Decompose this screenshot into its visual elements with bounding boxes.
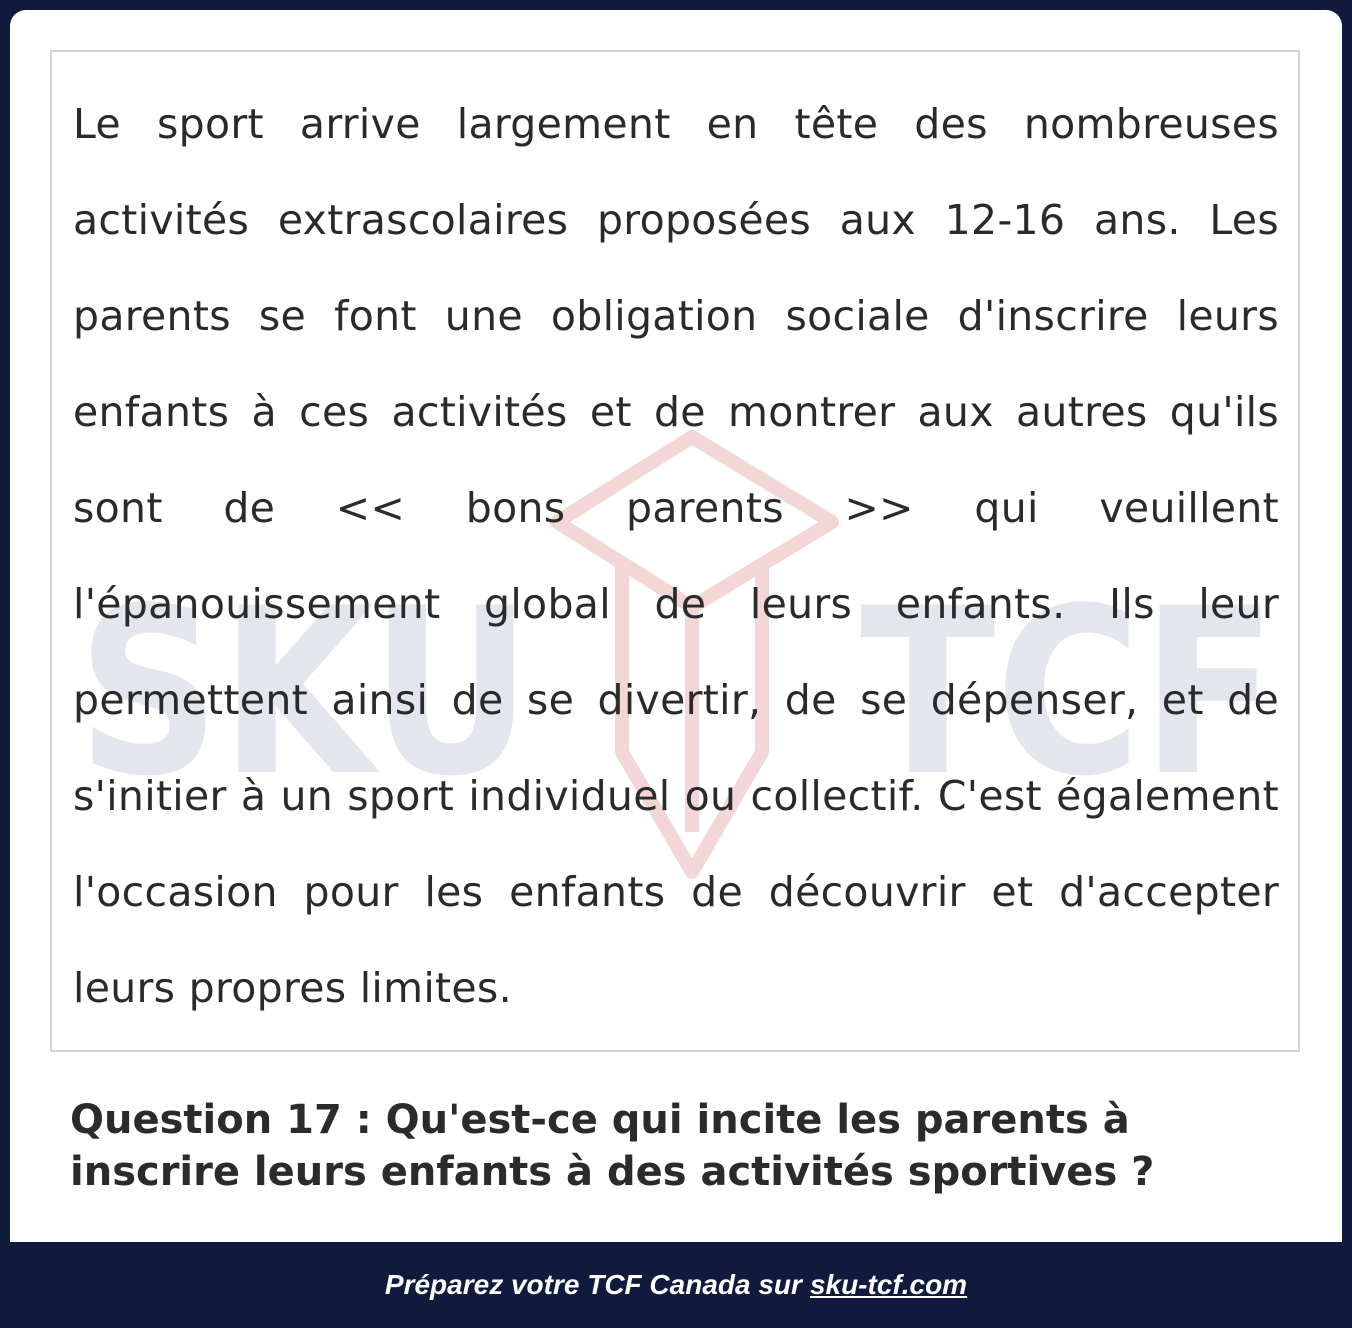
watermark-text: SKU TCF bbox=[77, 560, 1277, 827]
reading-passage: Le sport arrive largement en tête des nombreuses activités extrascolaires proposées aux 12-16 ans. Les parents se font une obligation sociale d'inscrire leurs enfants à ces activités et de montrer aux autres qu'ils sont de << bons parents >> qui veuillent l'épanouissement global de leurs enfants. Ils leur permettent ainsi de se divertir, de se dépenser, et de s'initier à un sport individuel ou collectif. C'est également l'occasion pour les enfants de découvrir et d'accepter leurs propres limites. bbox=[73, 100, 1279, 1012]
footer-text: Préparez votre TCF Canada sur bbox=[384, 1269, 802, 1300]
footer-link[interactable]: sku-tcf.com bbox=[809, 1269, 968, 1300]
passage-box bbox=[50, 50, 1300, 1052]
content-card bbox=[10, 10, 1342, 1242]
question-text: Question 17 : Qu'est-ce qui incite les parents à inscrire leurs enfants à des activités sportives ? bbox=[70, 1097, 1155, 1195]
footer-banner bbox=[0, 1242, 1352, 1328]
